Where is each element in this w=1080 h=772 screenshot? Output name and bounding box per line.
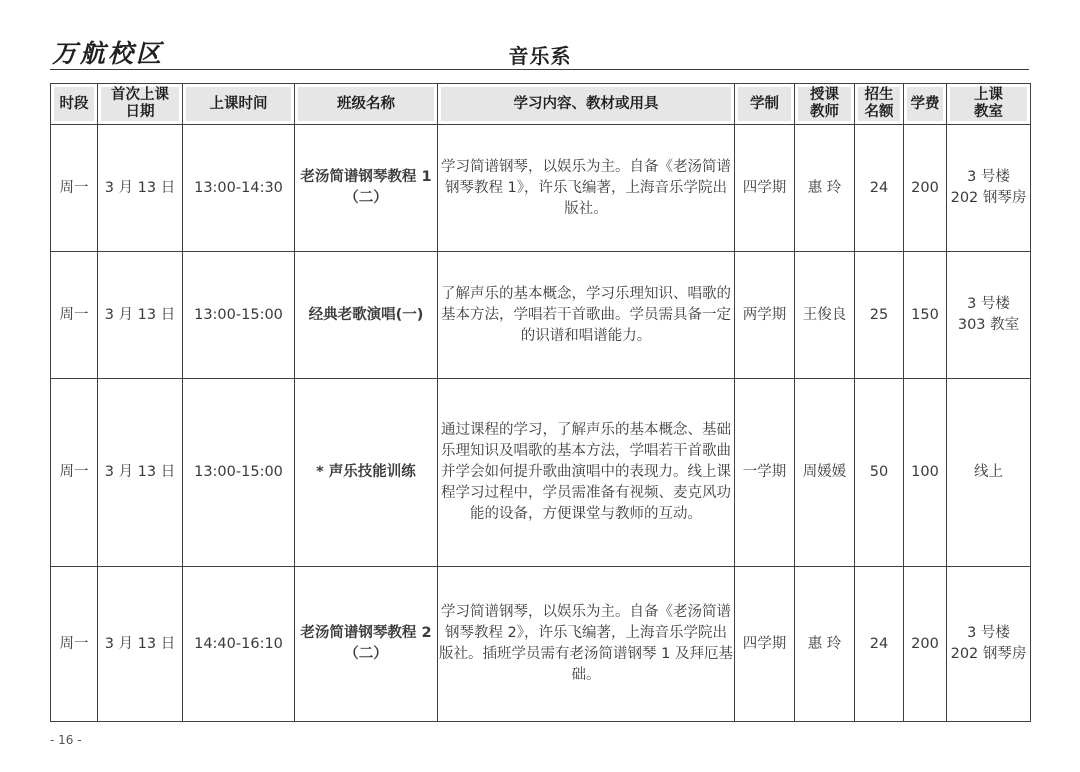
cell-period: 周一 — [51, 252, 98, 379]
cell-teacher: 惠 玲 — [795, 567, 855, 722]
table-row — [51, 252, 1031, 379]
cell-time: 13:00-15:00 — [183, 252, 295, 379]
cell-system: 两学期 — [735, 252, 795, 379]
page-number: - 16 - — [50, 733, 82, 747]
cell-period: 周一 — [51, 379, 98, 567]
cell-room: 3 号楼 303 教室 — [947, 252, 1031, 379]
cell-fee: 200 — [904, 567, 947, 722]
cell-content: 通过课程的学习，了解声乐的基本概念、基础乐理知识及唱歌的基本方法，学唱若干首歌曲并学会如何提升歌曲演唱中的表现力。线上课程学习过程中，学员需准备有视频、麦克风功能的设备，方便课堂与教师的互动。 — [438, 379, 735, 567]
department-title: 音乐系 — [508, 44, 572, 68]
column-header-class-name: 班级名称 — [295, 84, 438, 125]
column-header-fee: 学费 — [904, 84, 947, 125]
cell-class-name: 经典老歌演唱(一) — [295, 252, 438, 379]
cell-first-date: 3 月 13 日 — [98, 252, 183, 379]
cell-first-date: 3 月 13 日 — [98, 125, 183, 252]
cell-system: 四学期 — [735, 125, 795, 252]
cell-system: 四学期 — [735, 567, 795, 722]
cell-teacher: 惠 玲 — [795, 125, 855, 252]
cell-content: 了解声乐的基本概念，学习乐理知识、唱歌的基本方法，学唱若干首歌曲。学员需具备一定的识谱和唱谱能力。 — [438, 252, 735, 379]
cell-first-date: 3 月 13 日 — [98, 379, 183, 567]
cell-class-name: 老汤简谱钢琴教程 1（二） — [295, 125, 438, 252]
cell-quota: 24 — [855, 567, 904, 722]
column-header-quota: 招生 名额 — [855, 84, 904, 125]
cell-first-date: 3 月 13 日 — [98, 567, 183, 722]
header-divider — [50, 69, 1029, 70]
cell-content: 学习简谱钢琴，以娱乐为主。自备《老汤简谱钢琴教程 2》，许乐飞编著，上海音乐学院出版社。插班学员需有老汤简谱钢琴 1 及拜厄基础。 — [438, 567, 735, 722]
table-row — [51, 379, 1031, 567]
cell-fee: 200 — [904, 125, 947, 252]
cell-room: 线上 — [947, 379, 1031, 567]
column-header-time: 上课时间 — [183, 84, 295, 125]
cell-period: 周一 — [51, 125, 98, 252]
table-row — [51, 125, 1031, 252]
table-row — [51, 567, 1031, 722]
column-header-period: 时段 — [51, 84, 98, 125]
column-header-system: 学制 — [735, 84, 795, 125]
cell-class-name: 老汤简谱钢琴教程 2（二） — [295, 567, 438, 722]
column-header-first-date: 首次上课 日期 — [98, 84, 183, 125]
cell-teacher: 王俊良 — [795, 252, 855, 379]
cell-class-name: * 声乐技能训练 — [295, 379, 438, 567]
course-schedule-table — [50, 83, 1031, 722]
cell-teacher: 周媛媛 — [795, 379, 855, 567]
cell-fee: 100 — [904, 379, 947, 567]
cell-quota: 50 — [855, 379, 904, 567]
cell-system: 一学期 — [735, 379, 795, 567]
cell-content: 学习简谱钢琴，以娱乐为主。自备《老汤简谱钢琴教程 1》，许乐飞编著，上海音乐学院出版社。 — [438, 125, 735, 252]
cell-room: 3 号楼 202 钢琴房 — [947, 567, 1031, 722]
cell-period: 周一 — [51, 567, 98, 722]
table-header-row — [51, 84, 1031, 125]
cell-quota: 25 — [855, 252, 904, 379]
column-header-teacher: 授课 教师 — [795, 84, 855, 125]
cell-time: 14:40-16:10 — [183, 567, 295, 722]
column-header-content: 学习内容、教材或用具 — [438, 84, 735, 125]
cell-fee: 150 — [904, 252, 947, 379]
column-header-room: 上课 教室 — [947, 84, 1031, 125]
campus-name: 万航校区 — [52, 39, 165, 68]
cell-time: 13:00-14:30 — [183, 125, 295, 252]
cell-quota: 24 — [855, 125, 904, 252]
cell-room: 3 号楼 202 钢琴房 — [947, 125, 1031, 252]
cell-time: 13:00-15:00 — [183, 379, 295, 567]
